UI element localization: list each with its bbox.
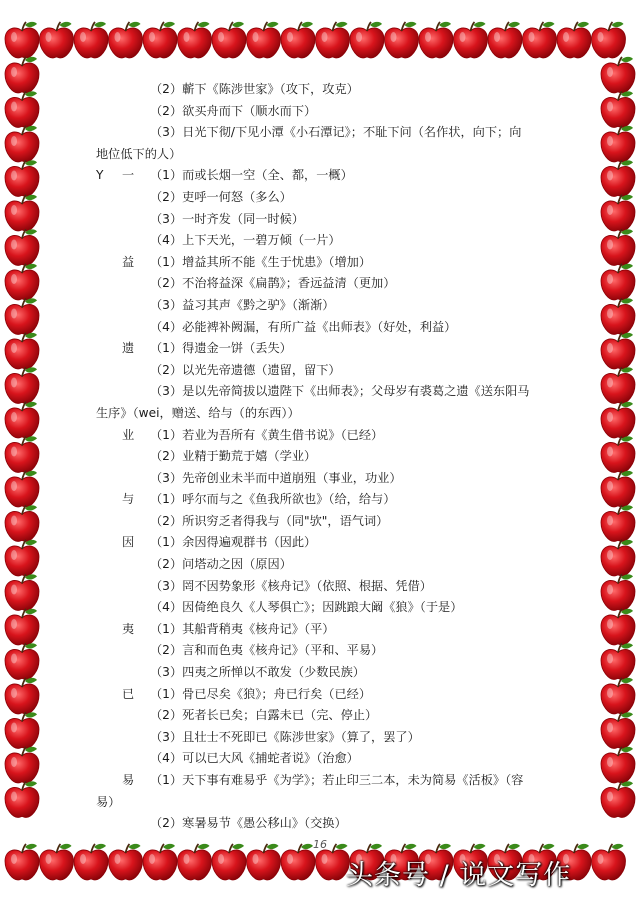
text-line <box>96 640 558 662</box>
line-text: （3）四夷之所惮以不敢发（少数民族） <box>150 665 365 680</box>
text-line <box>96 813 558 835</box>
text-line <box>96 230 558 252</box>
apple-icon <box>385 22 419 58</box>
apple-icon <box>5 367 39 403</box>
text-line <box>96 770 558 792</box>
apple-icon <box>601 712 635 748</box>
text-line <box>96 165 558 187</box>
apple-icon <box>601 609 635 645</box>
line-text: （2）欲买舟而下（顺水而下） <box>150 103 317 118</box>
text-line <box>96 511 558 533</box>
apple-icon <box>601 747 635 783</box>
text-line <box>96 576 558 598</box>
headword-char: 业 <box>122 427 135 442</box>
text-line <box>96 748 558 770</box>
text-line <box>96 273 558 295</box>
apple-icon <box>40 22 74 58</box>
text-line <box>96 684 558 706</box>
text-line <box>96 295 558 317</box>
text-line <box>96 317 558 339</box>
line-text: （1）骨已尽矣《狼》；舟已行矣（已经） <box>150 686 372 701</box>
line-text: （2）言和而色夷《核舟记》（平和、平易） <box>150 643 384 658</box>
text-line <box>96 727 558 749</box>
line-text: （3）益习其声《黔之驴》（渐渐） <box>150 297 335 312</box>
apple-icon <box>247 22 281 58</box>
text-line <box>96 425 558 447</box>
line-text: （1）若业为吾所有《黄生借书说》（已经） <box>150 427 384 442</box>
text-line <box>96 619 558 641</box>
apple-icon <box>281 22 315 58</box>
apple-icon <box>601 402 635 438</box>
text-line <box>96 532 558 554</box>
headword-char: 一 <box>122 168 135 183</box>
apple-icon <box>601 91 635 127</box>
text-line <box>96 403 558 425</box>
apple-icon <box>178 844 212 880</box>
apple-icon <box>601 643 635 679</box>
apple-icon <box>419 22 453 58</box>
apple-icon <box>601 505 635 541</box>
headword-char: 易 <box>122 773 135 787</box>
line-text: （3）先帝创业未半而中道崩殂（事业，功业） <box>150 470 402 485</box>
headword-char: 益 <box>122 254 135 269</box>
apple-icon <box>5 471 39 507</box>
headword-char: 与 <box>122 492 135 507</box>
text-line <box>96 187 558 209</box>
apple-icon <box>601 367 635 403</box>
text-line <box>96 338 558 360</box>
line-text: （4）上下天光，一碧万倾（一片） <box>150 233 341 248</box>
apple-icon <box>74 22 108 58</box>
line-text: （2）不治将益深《扁鹊》；香远益清（更加） <box>150 276 396 291</box>
apple-icon <box>5 643 39 679</box>
apple-icon <box>592 844 626 880</box>
line-text: （1）增益其所不能《生于忧患》（增加） <box>150 254 372 269</box>
line-text: （2）以光先帝遗德（遗留，留下） <box>150 362 341 377</box>
line-text: （2）吏呼一何怒（多么） <box>150 189 292 204</box>
apple-icon <box>5 195 39 231</box>
text-line <box>96 597 558 619</box>
apple-icon <box>601 298 635 334</box>
apple-icon <box>523 22 557 58</box>
line-text: （3）罔不因势象形《核舟记》（依照、根据、凭借） <box>150 578 432 593</box>
apple-icon <box>5 229 39 265</box>
apple-icon <box>5 540 39 576</box>
text-line <box>96 79 558 101</box>
apple-icon <box>143 22 177 58</box>
apple-icon <box>5 844 39 880</box>
apple-icon <box>5 712 39 748</box>
apple-icon <box>109 22 143 58</box>
headword-char: 遗 <box>122 341 135 356</box>
apple-icon <box>281 844 315 880</box>
line-text: （2）问塔动之因（原因） <box>150 557 292 572</box>
watermark-text: 头条号 / 说文写作 <box>346 860 572 891</box>
apple-icon <box>5 609 39 645</box>
line-text: （1）余因得遍观群书（因此） <box>150 535 317 550</box>
line-text: 易） <box>96 794 121 809</box>
line-text: （3）日光下彻/下见小潭《小石潭记》；不耻下问（名作状，向下；向 <box>150 125 522 140</box>
apple-icon <box>212 844 246 880</box>
apple-icon <box>601 264 635 300</box>
headword-letter: Y <box>96 168 104 183</box>
line-text: （3）且壮士不死即已《陈涉世家》（算了，罢了） <box>150 729 420 744</box>
text-line <box>96 446 558 468</box>
line-text: （4）必能裨补阙漏，有所广益《出师表》（好处，利益） <box>150 319 457 334</box>
text-line <box>96 662 558 684</box>
line-text: （1）其船背稍夷《核舟记》（平） <box>150 621 335 636</box>
apple-icon <box>488 22 522 58</box>
text-line <box>96 705 558 727</box>
apple-icon <box>5 436 39 472</box>
line-text: 地位低下的人） <box>96 146 182 161</box>
apple-icon <box>5 781 39 817</box>
apple-icon <box>5 678 39 714</box>
apple-icon <box>5 91 39 127</box>
text-line <box>96 468 558 490</box>
text-line <box>96 252 558 274</box>
line-text: （2）业精于勤荒于嬉（学业） <box>150 449 317 464</box>
apple-icon <box>5 57 39 93</box>
apple-icon <box>5 402 39 438</box>
apple-icon <box>316 22 350 58</box>
apple-icon <box>74 844 108 880</box>
line-text: （3）是以先帝简拔以遗陛下《出师表》；父母岁有裘葛之遗《送东阳马 <box>150 384 530 399</box>
line-text: 生序》（wei，赠送、给与（的东西）） <box>96 405 300 420</box>
apple-icon <box>601 471 635 507</box>
apple-icon <box>143 844 177 880</box>
apple-icon <box>557 22 591 58</box>
text-line <box>96 122 558 144</box>
headword-char: 已 <box>122 686 135 701</box>
apple-icon <box>601 781 635 817</box>
apple-icon <box>5 126 39 162</box>
apple-icon <box>5 574 39 610</box>
page-number: 16 <box>313 838 327 851</box>
apple-icon <box>601 540 635 576</box>
apple-icon <box>601 126 635 162</box>
headword-char: 夷 <box>122 621 135 636</box>
apple-icon <box>601 229 635 265</box>
line-text: （4）因倚绝良久《人琴俱亡》；因跳踉大阚《狼》（于是） <box>150 600 463 615</box>
apple-icon <box>247 844 281 880</box>
apple-icon <box>5 747 39 783</box>
text-line <box>96 209 558 231</box>
apple-icon <box>601 195 635 231</box>
apple-icon <box>454 22 488 58</box>
apple-icon <box>601 436 635 472</box>
apple-icon <box>601 160 635 196</box>
apple-icon <box>5 333 39 369</box>
apple-icon <box>5 298 39 334</box>
line-text: （1）天下事有难易乎《为学》；若止印三二本，未为简易《活板》（容 <box>150 773 524 787</box>
line-text: （1）得遗金一饼（丢失） <box>150 341 292 356</box>
apple-icon <box>350 22 384 58</box>
text-line <box>96 360 558 382</box>
line-text: （2）寒暑易节《愚公移山》（交换） <box>150 816 347 831</box>
apple-icon <box>5 264 39 300</box>
apple-icon <box>5 160 39 196</box>
apple-icon <box>601 574 635 610</box>
apple-icon <box>40 844 74 880</box>
apple-icon <box>109 844 143 880</box>
apple-icon <box>601 333 635 369</box>
line-text: （2）死者长已矣；白露未已（完、停止） <box>150 708 378 723</box>
text-line <box>96 381 558 403</box>
line-text: （3）一时齐发（同一时候） <box>150 211 305 226</box>
apple-icon <box>601 678 635 714</box>
apple-icon <box>212 22 246 58</box>
headword-char: 因 <box>122 535 135 550</box>
line-text: （2）所识穷乏者得我与（同"欤"，语气词） <box>150 513 389 528</box>
line-text: （2）蘄下《陈涉世家》（攻下，攻克） <box>150 82 359 96</box>
line-text: （1）而或长烟一空（全、都，一概） <box>150 168 353 183</box>
text-line <box>96 144 558 166</box>
line-text: （1）呼尔而与之《鱼我所欲也》（给，给与） <box>150 492 396 507</box>
apple-icon <box>601 57 635 93</box>
apple-icon <box>178 22 212 58</box>
apple-icon <box>5 22 39 58</box>
line-text: （4）可以已大风《捕蛇者说》（治愈） <box>150 751 359 766</box>
text-line <box>96 792 558 814</box>
text-line <box>96 554 558 576</box>
document-body <box>96 79 558 835</box>
apple-icon <box>592 22 626 58</box>
apple-icon <box>5 505 39 541</box>
text-line <box>96 489 558 511</box>
text-line <box>96 101 558 123</box>
